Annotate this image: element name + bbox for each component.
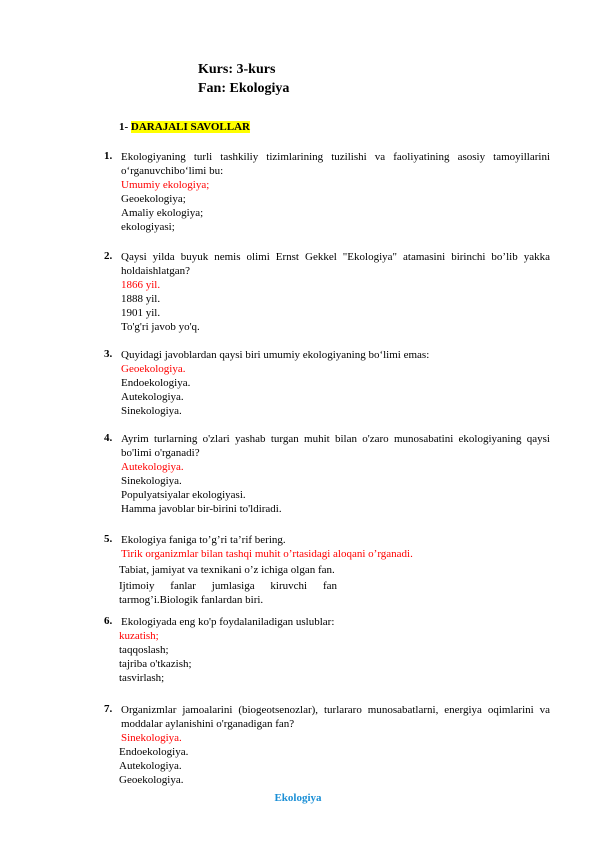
- question-text: Ekologiyaning turli tashkiliy tizimlarining tuzilishi va faoliyatining asosiy tamoyillarini o‘rganuvchibo‘limi bu:: [121, 151, 550, 177]
- answer-option: tarmog’i.Biologik fanlardan biri.: [119, 594, 264, 606]
- correct-answer: Autekologiya.: [121, 461, 184, 473]
- answer-option: Sinekologiya.: [121, 405, 182, 417]
- answer-option: Autekologiya.: [119, 760, 182, 772]
- question-number: 4.: [104, 432, 113, 444]
- correct-answer: Umumiy ekologiya;: [121, 179, 210, 191]
- answer-option: ekologiyasi;: [121, 221, 175, 233]
- answer-option: 1901 yil.: [121, 307, 161, 319]
- section-prefix: 1-: [119, 121, 131, 133]
- answer-option: taqqoslash;: [119, 644, 169, 656]
- question-text: Ekologiyada eng ko'p foydalaniladigan uslublar:: [121, 616, 335, 628]
- correct-answer: kuzatish;: [119, 630, 159, 642]
- answer-option: Hamma javoblar bir-birini to'ldiradi.: [121, 503, 282, 515]
- correct-answer: 1866 yil.: [121, 279, 161, 291]
- question-number: 5.: [104, 533, 113, 545]
- answer-option: tasvirlash;: [119, 672, 165, 684]
- answer-option: Populyatsiyalar ekologiyasi.: [121, 489, 246, 501]
- correct-answer: Geoekologiya.: [121, 363, 186, 375]
- question-text: Quyidagi javoblardan qaysi biri umumiy ekologiyaning bo‘limi emas:: [121, 349, 430, 361]
- answer-option: Tabiat, jamiyat va texnikani o’z ichiga olgan fan.: [119, 564, 335, 576]
- question-number: 1.: [104, 150, 113, 162]
- question-text: Qaysi yilda buyuk nemis olimi Ernst Gekkel "Ekologiya" atamasini birinchi bo’lib yakka holdaishlatgan?: [121, 251, 550, 277]
- answer-option: Geoekologiya;: [121, 193, 186, 205]
- question-text: Ayrim turlarning o'zlari yashab turgan muhit bilan o'zaro munosabatini ekologiyaning qaysi bo'limi o'rganadi?: [121, 433, 550, 459]
- answer-option: To'g'ri javob yo'q.: [121, 321, 200, 333]
- question-number: 6.: [104, 615, 113, 627]
- answer-option: Endoekologiya.: [119, 746, 189, 758]
- answer-option: Ijtimoiy fanlar jumlasiga kiruvchi fan: [119, 580, 337, 592]
- question-text: Ekologiya faniga to’g’ri ta’rif bering.: [121, 534, 286, 546]
- answer-option: Endoekologiya.: [121, 377, 191, 389]
- question-number: 7.: [104, 703, 113, 715]
- answer-option: 1888 yil.: [121, 293, 161, 305]
- section-heading: [119, 121, 250, 133]
- answer-option: Amaliy ekologiya;: [121, 207, 204, 219]
- question-text: Organizmlar jamoalarini (biogeotsenozlar), turlararo munosabatlarni, energiya oqimlarini va moddalar aylanishini o'rganadigan fan?: [121, 704, 550, 730]
- answer-option: Autekologiya.: [121, 391, 184, 403]
- course-heading: Kurs: 3-kurs: [198, 62, 276, 77]
- answer-option: tajriba o'tkazish;: [119, 658, 192, 670]
- section-title: DARAJALI SAVOLLAR: [130, 121, 250, 133]
- correct-answer: Tirik organizmlar bilan tashqi muhit o’rtasidagi aloqani o’rganadi.: [121, 548, 413, 560]
- answer-option: Geoekologiya.: [119, 774, 184, 786]
- question-number: 2.: [104, 250, 113, 262]
- answer-option: Sinekologiya.: [121, 475, 182, 487]
- correct-answer: Sinekologiya.: [121, 732, 182, 744]
- question-number: 3.: [104, 348, 113, 360]
- page-footer: Ekologiya: [274, 792, 322, 804]
- subject-heading: Fan: Ekologiya: [198, 81, 290, 96]
